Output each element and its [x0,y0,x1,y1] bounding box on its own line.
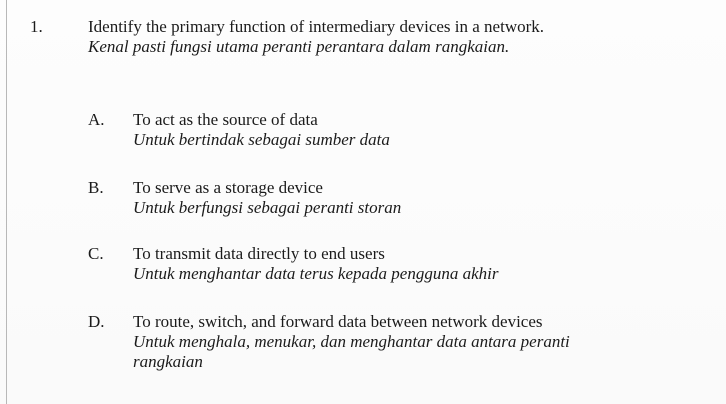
option-c-malay: Untuk menghantar data terus kepada pengguna akhir [133,264,499,283]
option-c-english: To transmit data directly to end users [133,244,385,263]
option-d-malay-line-1: Untuk menghala, menukar, dan menghantar data antara peranti [133,332,570,351]
option-b-letter: B. [88,178,104,197]
question-stem-malay: Kenal pasti fungsi utama peranti perantara dalam rangkaian. [88,37,510,56]
option-a-letter: A. [88,110,105,129]
option-c-letter: C. [88,244,104,263]
option-d-malay-line-2: rangkaian [133,352,203,371]
option-a-text [133,110,693,150]
page-left-rule [6,0,7,404]
option-a-english: To act as the source of data [133,110,318,129]
option-b-text [133,178,693,218]
option-b-english: To serve as a storage device [133,178,323,197]
option-d-text [133,312,693,372]
question-stem [88,17,708,57]
option-d-english: To route, switch, and forward data between network devices [133,312,543,331]
question-stem-english: Identify the primary function of intermediary devices in a network. [88,17,545,36]
option-b-malay: Untuk berfungsi sebagai peranti storan [133,198,402,217]
question-number: 1. [30,17,43,36]
option-a-malay: Untuk bertindak sebagai sumber data [133,130,390,149]
option-d-letter: D. [88,312,105,331]
option-c-text [133,244,693,284]
